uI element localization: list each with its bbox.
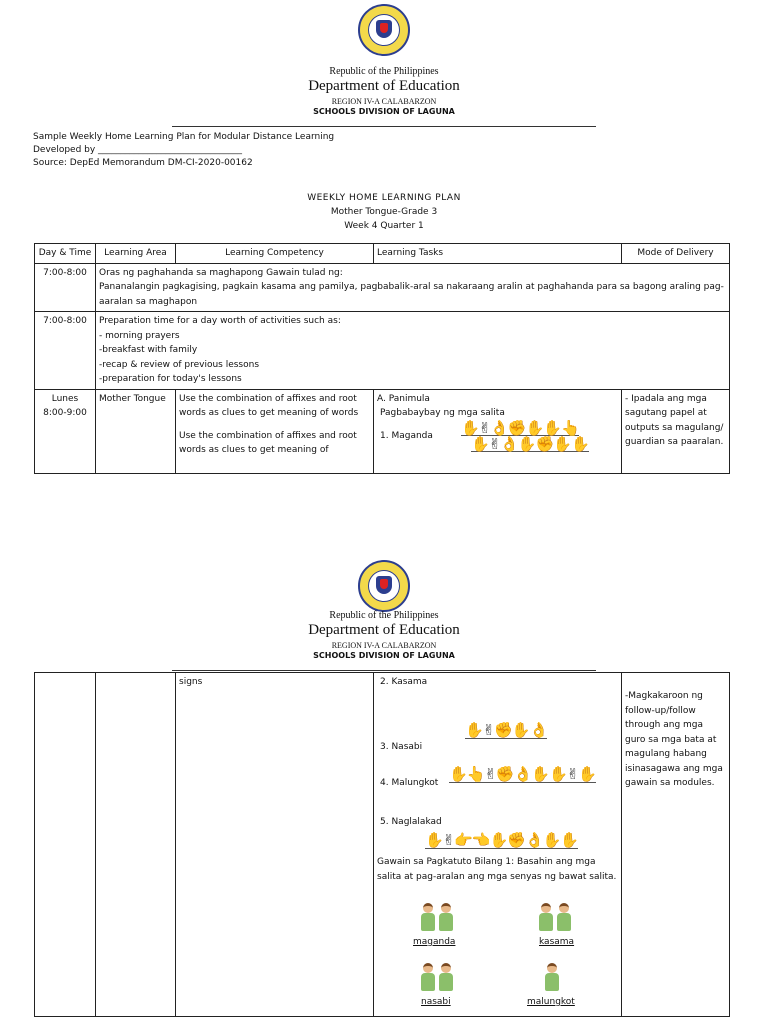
- competency-cell: signs: [176, 673, 374, 1017]
- header-divider: [172, 126, 596, 127]
- sign-language-hands-icon: ✋✌👌✊✋✋👆: [461, 418, 579, 437]
- activity-line: Pananalangin pagkagising, pagkain kasama ang pamilya, pagbabalik-aral sa nakaraang aralin at paghahanda para sa bagong araling pag-aaralan sa maghapon: [99, 282, 724, 307]
- activity-instructions: Gawain sa Pagkatuto Bilang 1: Basahin ang mga salita at pag-aralan ang mga senyas ng bawat salita.: [377, 857, 617, 882]
- time-cell: 7:00-8:00: [35, 312, 96, 390]
- activity-cell: [96, 312, 730, 390]
- competency-cell: [176, 389, 374, 473]
- activity-line: -preparation for today's lessons: [99, 374, 242, 384]
- task-item: 4. Malungkot: [380, 778, 439, 788]
- activity-line: - morning prayers: [99, 330, 180, 341]
- table-row: [35, 263, 730, 312]
- intro-line: Source: DepEd Memorandum DM-CI-2020-00162: [33, 158, 253, 168]
- competency-text: Use the combination of affixes and root words as clues to get meaning of: [179, 430, 357, 455]
- plan-subject: Mother Tongue-Grade 3: [330, 207, 438, 217]
- region-label: REGION IV-A CALABARZON: [331, 97, 437, 106]
- sign-word: malungkot: [527, 997, 575, 1007]
- intro-line: Developed by ________________________________: [33, 145, 243, 155]
- delivery-text: - Ipadala ang mga sagutang papel at outputs sa magulang/ guardian sa paaralan.: [625, 393, 724, 447]
- plan-table-continued: [34, 672, 730, 1017]
- delivery-text: -Magkakaroon ng follow-up/follow through ang mga guro sa mga bata at magulang habang isinasagawa ang mga gawain sa modules.: [625, 691, 723, 788]
- day-label: Lunes: [51, 393, 79, 404]
- tasks-cell: [374, 673, 622, 1017]
- table-row: [35, 389, 730, 473]
- child-signing-icon: [545, 963, 559, 993]
- activity-line: -breakfast with family: [99, 345, 198, 355]
- day-cell: [35, 673, 96, 1017]
- delivery-cell: [622, 389, 730, 473]
- plan-week: Week 4 Quarter 1: [344, 221, 424, 231]
- sign-word: kasama: [539, 937, 575, 947]
- intro-block: [33, 131, 334, 170]
- header-cell: Day & Time: [35, 244, 96, 264]
- table-row: [35, 673, 730, 1017]
- table-row: [35, 312, 730, 390]
- child-signing-icon: [539, 903, 553, 933]
- deped-seal-icon: [358, 4, 410, 56]
- area-cell: [96, 673, 176, 1017]
- sign-language-hands-icon: ✋👆✌✊👌✋✋✌✋: [449, 765, 596, 783]
- republic-label: Republic of the Philippines: [329, 610, 439, 621]
- time-label: 8:00-9:00: [43, 408, 87, 418]
- time-cell: 7:00-8:00: [35, 263, 96, 312]
- task-item: 3. Nasabi: [380, 742, 423, 752]
- table-header-row: [35, 244, 730, 264]
- sign-word: nasabi: [421, 997, 451, 1007]
- header-divider: [172, 670, 596, 671]
- department-title: Department of Education: [308, 78, 460, 94]
- activity-line: -recap & review of previous lessons: [99, 359, 260, 370]
- competency-text: Use the combination of affixes and root words as clues to get meaning of words: [179, 393, 359, 418]
- deped-seal-icon: [358, 560, 410, 612]
- day-cell: [35, 389, 96, 473]
- task-item: 5. Naglalakad: [380, 817, 442, 827]
- sign-word: maganda: [413, 937, 456, 947]
- sign-language-hands-icon: ✋✌👌✋✊✋✋: [471, 434, 589, 453]
- tasks-cell: [374, 389, 622, 473]
- republic-label: Republic of the Philippines: [329, 66, 439, 77]
- activity-cell: [96, 263, 730, 312]
- child-signing-icon: [439, 903, 453, 933]
- delivery-cell: [622, 673, 730, 1017]
- activity-line: Oras ng paghahanda sa maghapong Gawain tulad ng:: [99, 267, 343, 278]
- department-title: Department of Education: [308, 622, 460, 638]
- header-cell: Learning Area: [96, 244, 176, 264]
- child-signing-icon: [439, 963, 453, 993]
- plan-title-block: [234, 191, 534, 233]
- child-signing-icon: [557, 903, 571, 933]
- child-signing-icon: [421, 903, 435, 933]
- division-label: SCHOOLS DIVISION OF LAGUNA: [313, 651, 455, 660]
- task-heading: A. Panimula: [377, 393, 430, 404]
- header-cell: Learning Tasks: [374, 244, 622, 264]
- task-subheading: Pagbabaybay ng mga salita: [380, 408, 505, 418]
- plan-table: [34, 243, 730, 474]
- activity-line: Preparation time for a day worth of activities such as:: [99, 316, 341, 326]
- sign-language-hands-icon: ✋✌✊✋👌: [465, 721, 548, 739]
- header-cell: Mode of Delivery: [622, 244, 730, 264]
- intro-line: Sample Weekly Home Learning Plan for Modular Distance Learning: [33, 132, 335, 142]
- area-cell: Mother Tongue: [96, 389, 176, 473]
- child-signing-icon: [421, 963, 435, 993]
- task-item: 2. Kasama: [380, 677, 428, 687]
- task-item: 1. Maganda: [380, 430, 433, 441]
- region-label: REGION IV-A CALABARZON: [331, 641, 437, 650]
- header-cell: Learning Competency: [176, 244, 374, 264]
- division-label: SCHOOLS DIVISION OF LAGUNA: [313, 107, 455, 116]
- plan-title: WEEKLY HOME LEARNING PLAN: [307, 193, 461, 203]
- sign-language-hands-icon: ✋✌👉👈✋✊👌✋✋: [425, 831, 578, 849]
